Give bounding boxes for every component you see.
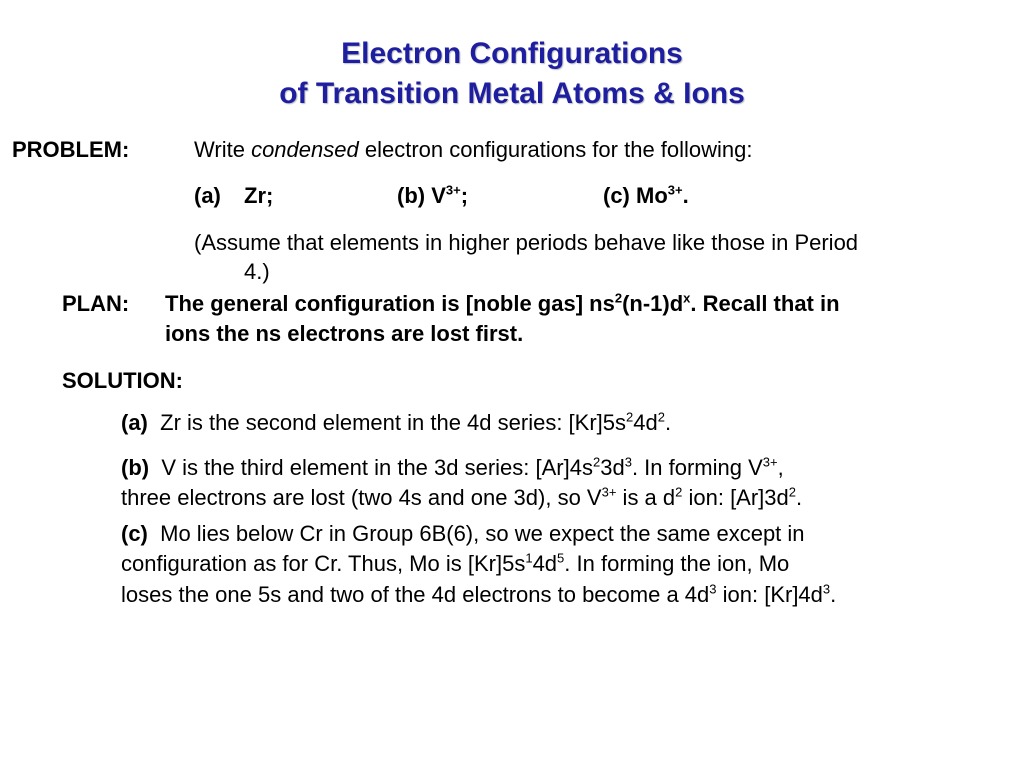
solution-c-l3-s1: 3	[709, 581, 717, 597]
plan-label: PLAN:	[62, 291, 130, 316]
solution-c-l3-s2: 3	[822, 581, 831, 597]
title-line-2: of Transition Metal Atoms & Ions	[279, 77, 745, 110]
part-c-charge: 3+	[667, 182, 683, 198]
part-b-item	[397, 181, 468, 211]
part-c-end: .	[682, 183, 689, 208]
solution-a	[121, 408, 671, 438]
part-c-text: (c) Mo	[603, 183, 668, 208]
solution-b-line-2	[121, 483, 802, 513]
solution-b-l1-t2: 3d	[600, 455, 625, 480]
part-c-item	[603, 181, 689, 211]
solution-label: SOLUTION:	[62, 368, 183, 393]
problem-intro-pre: Write	[194, 137, 245, 162]
slide-title	[0, 34, 1024, 114]
solution-c-l3-t2: ion: [Kr]4d	[716, 582, 823, 607]
solution-b-l1-s3: 3+	[762, 454, 778, 470]
solution-c-l2-t3: . In forming the ion, Mo	[564, 551, 790, 576]
solution-c-line-1	[121, 519, 805, 549]
title-line-1: Electron Configurations	[341, 37, 683, 70]
solution-b-l2-s1: 3+	[601, 484, 617, 500]
plan-text-b: (n-1)d	[622, 291, 684, 316]
solution-c-line-2	[121, 549, 789, 579]
problem-intro-emphasis: condensed	[251, 137, 359, 162]
solution-c-label: (c)	[121, 521, 148, 546]
plan-text-a: The general configuration is [noble gas] ns	[165, 291, 615, 316]
plan-line-1	[165, 289, 840, 319]
solution-c-l2-s2: 5	[557, 550, 565, 566]
plan-text-c: . Recall that in	[690, 291, 840, 316]
part-b-charge: 3+	[445, 182, 461, 198]
solution-a-t3: .	[664, 410, 672, 435]
solution-b-l1-t1: V is the third element in the 3d series: [Ar]4s	[161, 455, 593, 480]
solution-a-s1: 2	[626, 409, 634, 425]
solution-c-l3-t3: .	[830, 582, 837, 607]
solution-b-line-1	[121, 453, 784, 483]
solution-c-l3-t1: loses the one 5s and two of the 4d electrons to become a 4d	[121, 582, 710, 607]
solution-b-l1-s2: 3	[624, 454, 632, 470]
part-b-end: ;	[460, 183, 469, 208]
solution-b-l1-t4: ,	[777, 455, 784, 480]
part-b-text: (b) V	[397, 183, 446, 208]
solution-a-t1: Zr is the second element in the 4d series: [Kr]5s	[160, 410, 627, 435]
solution-a-label: (a)	[121, 410, 148, 435]
solution-b-l2-t1: three electrons are lost (two 4s and one 3d), so V	[121, 485, 602, 510]
solution-b-l2-t4: .	[796, 485, 803, 510]
assume-line-2: 4.)	[244, 259, 270, 284]
assume-line-1: (Assume that elements in higher periods behave like those in Period	[194, 230, 859, 255]
solution-c-l2-t1: configuration as for Cr. Thus, Mo is [Kr]5s	[121, 551, 526, 576]
solution-b-l1-s1: 2	[592, 454, 601, 470]
plan-sup-1: 2	[614, 290, 623, 306]
problem-label: PROBLEM:	[12, 137, 130, 162]
solution-c-l1: Mo lies below Cr in Group 6B(6), so we expect the same except in	[160, 521, 805, 546]
plan-sup-2: x	[683, 290, 691, 306]
solution-b-l2-s3: 2	[788, 484, 796, 500]
solution-b-label: (b)	[121, 455, 150, 480]
solution-b-l2-s2: 2	[675, 484, 683, 500]
solution-a-t2: 4d	[633, 410, 658, 435]
part-a-text: Zr;	[244, 183, 274, 208]
plan-line-2: ions the ns electrons are lost first.	[165, 321, 524, 346]
problem-intro-post: electron configurations for the following:	[364, 137, 753, 162]
solution-b-l2-t2: is a d	[616, 485, 676, 510]
problem-intro	[194, 135, 753, 165]
solution-b-l2-t3: ion: [Ar]3d	[682, 485, 789, 510]
part-a-label: (a)	[194, 183, 221, 208]
solution-b-l1-t3: . In forming V	[631, 455, 763, 480]
solution-c-l2-t2: 4d	[532, 551, 558, 576]
solution-c-line-3	[121, 580, 836, 610]
solution-a-s2: 2	[657, 409, 665, 425]
solution-c-l2-s1: 1	[525, 550, 533, 566]
